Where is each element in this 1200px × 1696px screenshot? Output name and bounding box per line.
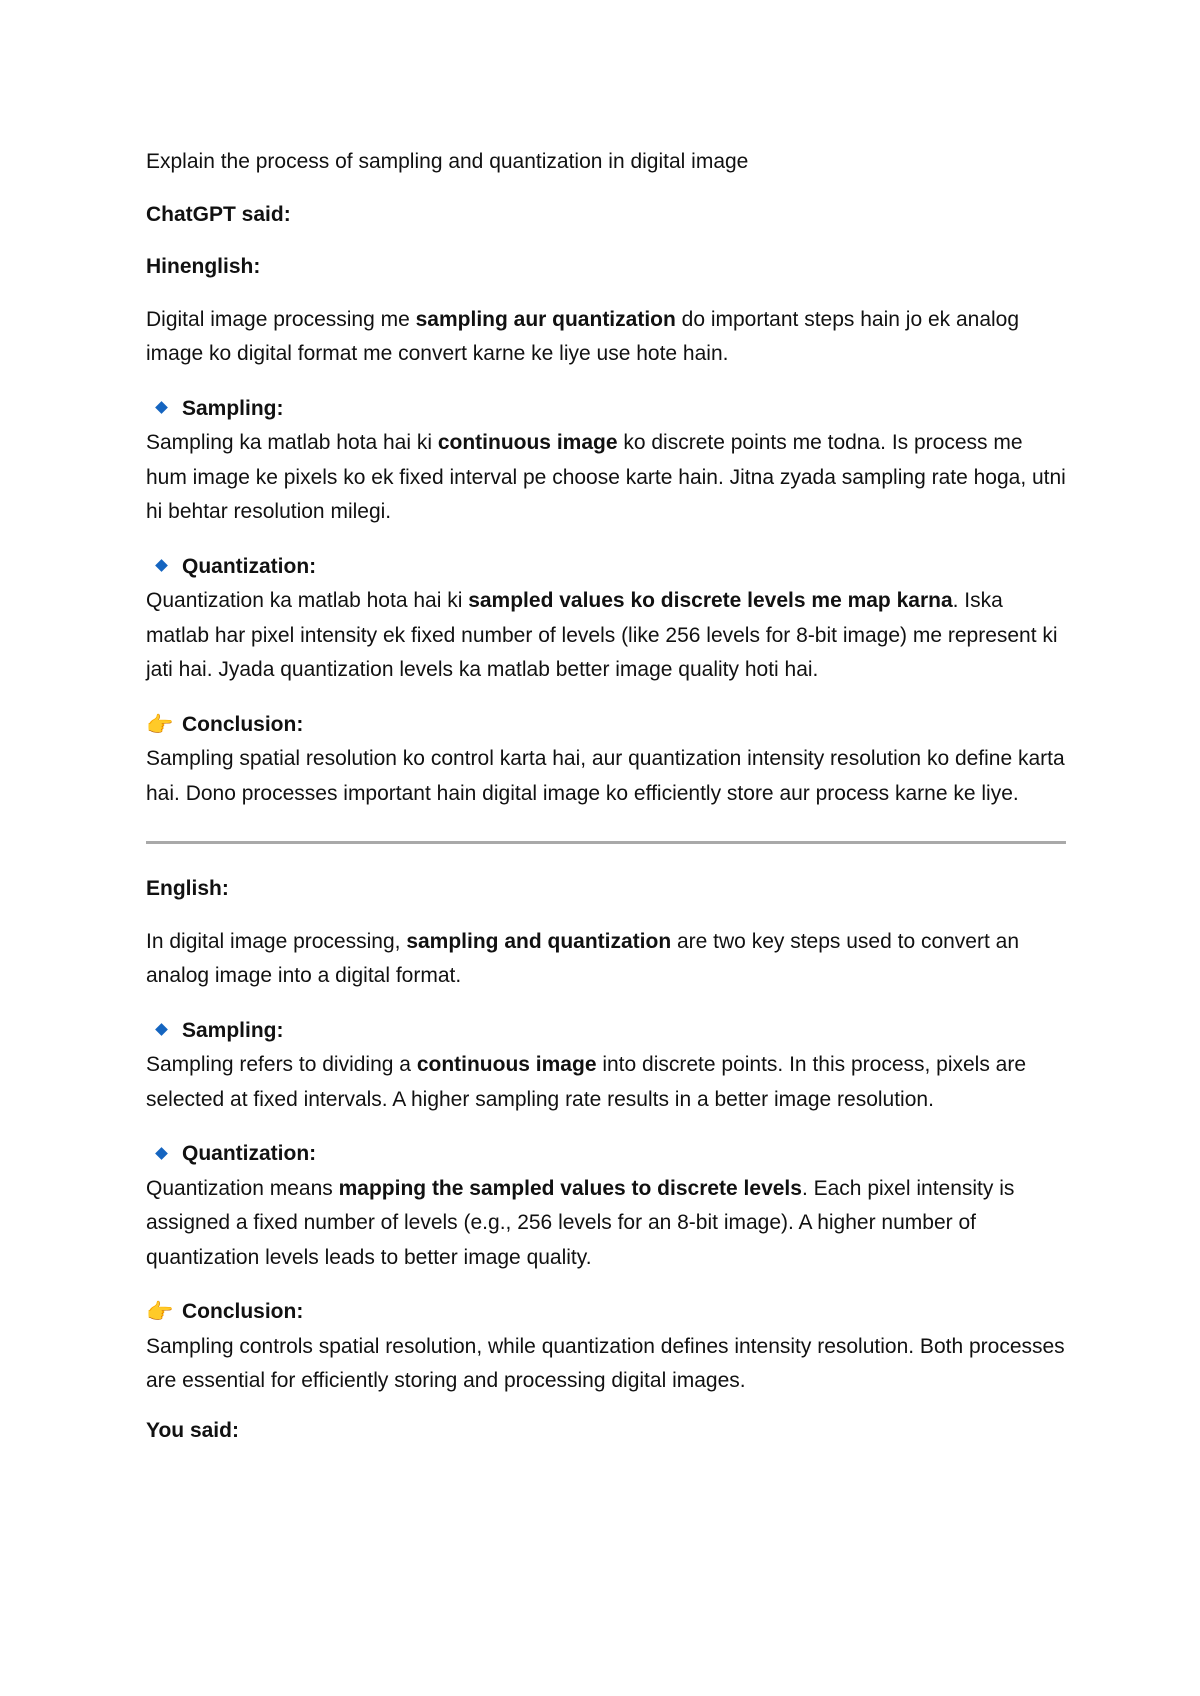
pointing-hand-icon: 👉 xyxy=(146,711,174,737)
conclusion-text: Sampling spatial resolution ko control karta hai, aur quantization intensity resolution ko define karta hai. Dono processes important hain digital image ko efficiently store aur process karne ke liye. xyxy=(146,747,1065,805)
quantization-heading: Quantization: xyxy=(182,1142,317,1165)
diamond-icon xyxy=(155,402,168,415)
conclusion-heading: Conclusion: xyxy=(182,712,304,736)
conclusion-text: Sampling controls spatial resolution, while quantization defines intensity resolution. Both processes are essential for efficiently storing and processing digital images. xyxy=(146,1334,1065,1392)
diamond-icon xyxy=(155,1147,168,1160)
sampling-text: Sampling ka matlab hota hai ki xyxy=(146,431,438,454)
diamond-icon xyxy=(155,560,168,573)
quantization-heading-row xyxy=(146,1137,1066,1172)
user-label: You said: xyxy=(146,1418,239,1442)
hinenglish-heading: Hinenglish: xyxy=(146,255,261,278)
sampling-text: Sampling refers to dividing a xyxy=(146,1053,417,1076)
document-content xyxy=(146,145,1066,1448)
sampling-text-end: into discrete points. In this process, pixels are selected at fixed intervals. A higher sampling rate results in a better image resolution. xyxy=(146,1053,1027,1111)
quantization-bold: mapping the sampled values to discrete levels xyxy=(338,1176,802,1200)
intro-text: Digital image processing me xyxy=(146,307,416,331)
conclusion-heading: Conclusion: xyxy=(182,1300,304,1323)
conclusion-heading-row xyxy=(146,708,1066,743)
quantization-text-end: . Each pixel intensity is assigned a fixed number of levels (e.g., 256 levels for an 8-bit image). A higher number of quantization levels leads to better image quality. xyxy=(146,1176,1015,1269)
user-question: Explain the process of sampling and quantization in digital image xyxy=(146,150,749,173)
intro-text-end: do important steps hain jo ek analog image ko digital format me convert karne ke liye use hote hain. xyxy=(146,307,1020,365)
hinenglish-conclusion xyxy=(146,708,1066,812)
sampling-heading-row xyxy=(146,1014,1066,1049)
intro-text-end: are two key steps used to convert an analog image into a digital format. xyxy=(146,929,1020,987)
quantization-text: Quantization means xyxy=(146,1176,339,1200)
hinenglish-sampling xyxy=(146,392,1066,530)
hinenglish-intro xyxy=(146,303,1066,372)
sampling-heading: Sampling: xyxy=(182,1018,284,1042)
section-divider xyxy=(146,841,1066,844)
quantization-text-end: . Iska matlab har pixel intensity ek fixed number of levels (like 256 levels for 8-bit image) me represent ki jati hai. Jyada quantization levels ka matlab better image quality hoti hai. xyxy=(146,589,1058,681)
intro-bold: sampling aur quantization xyxy=(415,307,676,331)
intro-text: In digital image processing, xyxy=(146,929,407,953)
intro-bold: sampling and quantization xyxy=(406,929,672,953)
assistant-label: ChatGPT said: xyxy=(146,202,291,226)
english-conclusion xyxy=(146,1295,1066,1399)
conclusion-heading-row xyxy=(146,1295,1066,1330)
diamond-icon xyxy=(155,1024,168,1037)
quantization-text: Quantization ka matlab hota hai ki xyxy=(146,589,469,612)
quantization-bold: sampled values ko discrete levels me map karna xyxy=(468,589,953,612)
sampling-text-end: ko discrete points me todna. Is process me hum image ke pixels ko ek fixed interval pe choose karte hain. Jitna zyada sampling rate hoga, utni hi behtar resolution milegi. xyxy=(146,431,1066,523)
sampling-bold: continuous image xyxy=(437,431,618,454)
hinenglish-quantization xyxy=(146,550,1066,688)
quantization-heading-row xyxy=(146,550,1066,585)
sampling-bold: continuous image xyxy=(416,1053,597,1076)
quantization-heading: Quantization: xyxy=(182,554,317,578)
english-sampling xyxy=(146,1014,1066,1118)
english-heading: English: xyxy=(146,877,229,900)
english-intro xyxy=(146,925,1066,994)
sampling-heading: Sampling: xyxy=(182,396,284,420)
english-quantization xyxy=(146,1137,1066,1275)
pointing-hand-icon: 👉 xyxy=(146,1299,174,1324)
sampling-heading-row xyxy=(146,392,1066,427)
